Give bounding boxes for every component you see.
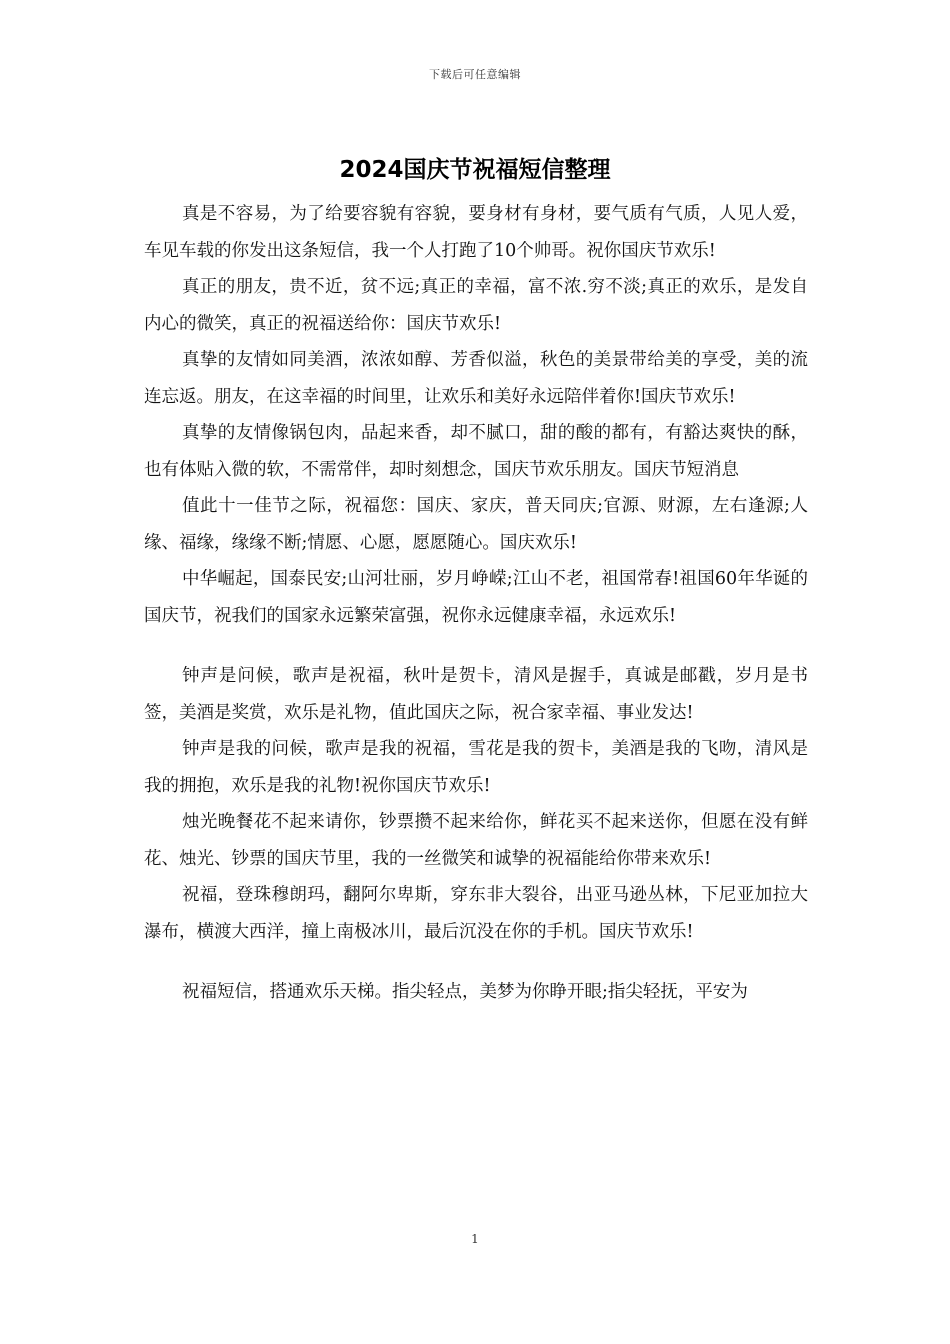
paragraph: 祝福短信，搭通欢乐天梯。指尖轻点，美梦为你睁开眼;指尖轻抚，平安为	[182, 982, 748, 1002]
paragraph: 中华崛起，国泰民安;山河壮丽，岁月峥嵘;江山不老，祖国常春!祖国60年华诞的国庆节，祝我们的国家永远繁荣富强，祝你永远健康幸福，永远欢乐!	[144, 569, 808, 626]
header-note: 下载后可任意编辑	[429, 68, 521, 81]
paragraph-gap	[144, 950, 808, 974]
paragraph: 真正的朋友，贵不近，贫不远;真正的幸福，富不浓.穷不淡;真正的欢乐，是发自内心的微笑，真正的祝福送给你：国庆节欢乐!	[144, 277, 808, 334]
paragraph: 真挚的友情如同美酒，浓浓如醇、芳香似溢，秋色的美景带给美的享受，美的流连忘返。朋友，在这幸福的时间里，让欢乐和美好永远陪伴着你!国庆节欢乐!	[144, 350, 808, 407]
document-body	[144, 196, 808, 1011]
paragraph: 祝福，登珠穆朗玛，翻阿尔卑斯，穿东非大裂谷，出亚马逊丛林，下尼亚加拉大瀑布，横渡大西洋，撞上南极冰川，最后沉没在你的手机。国庆节欢乐!	[144, 885, 808, 942]
paragraph: 烛光晚餐花不起来请你，钞票攒不起来给你，鲜花买不起来送你，但愿在没有鲜花、烛光、钞票的国庆节里，我的一丝微笑和诚挚的祝福能给你带来欢乐!	[144, 812, 808, 869]
page-number: 1	[471, 1232, 479, 1246]
paragraph-gap	[144, 634, 808, 658]
paragraph: 钟声是问候，歌声是祝福，秋叶是贺卡，清风是握手，真诚是邮戳，岁月是书签，美酒是奖赏，欢乐是礼物，值此国庆之际，祝合家幸福、事业发达!	[144, 666, 808, 723]
paragraph: 真是不容易，为了给要容貌有容貌，要身材有身材，要气质有气质，人见人爱，车见车载的你发出这条短信，我一个人打跑了10个帅哥。祝你国庆节欢乐!	[144, 204, 808, 261]
paragraph: 真挚的友情像锅包肉，品起来香，却不腻口，甜的酸的都有，有豁达爽快的酥，也有体贴入微的软，不需常伴，却时刻想念，国庆节欢乐朋友。国庆节短消息	[144, 423, 808, 480]
document-title: 2024国庆节祝福短信整理	[339, 157, 611, 183]
paragraph: 钟声是我的问候，歌声是我的祝福，雪花是我的贺卡，美酒是我的飞吻，清风是我的拥抱，欢乐是我的礼物!祝你国庆节欢乐!	[144, 739, 808, 796]
paragraph: 值此十一佳节之际，祝福您：国庆、家庆，普天同庆;官源、财源，左右逢源;人缘、福缘，缘缘不断;情愿、心愿，愿愿随心。国庆欢乐!	[144, 496, 808, 553]
